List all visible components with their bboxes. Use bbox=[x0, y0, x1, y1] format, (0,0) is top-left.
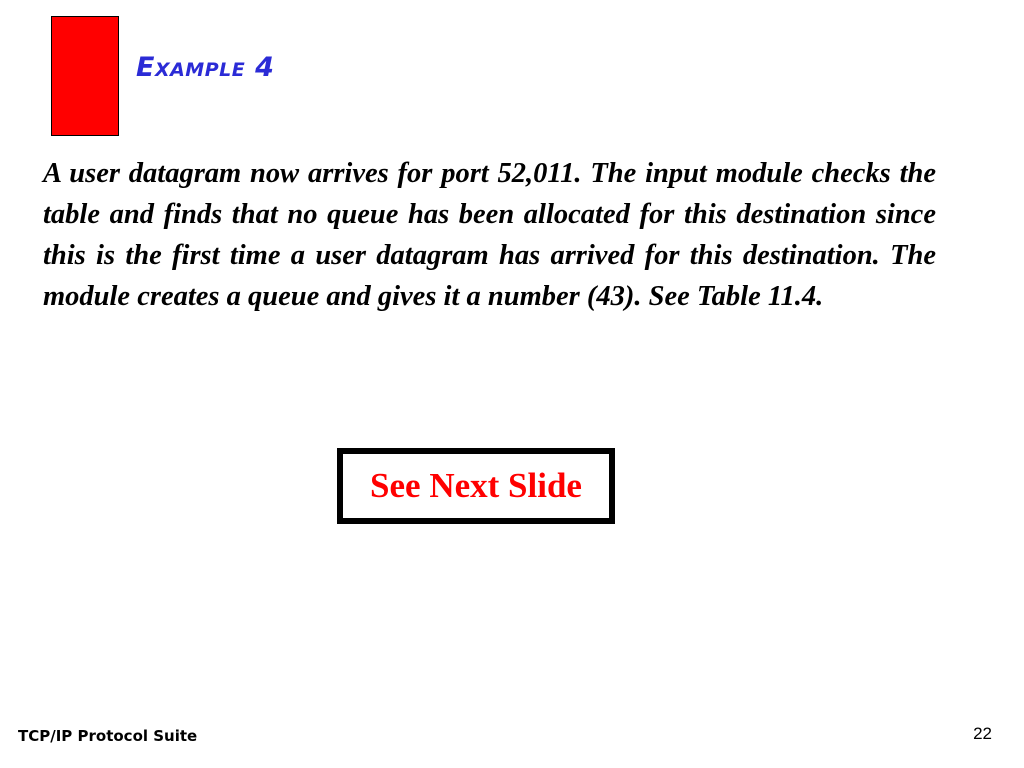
page-number: 22 bbox=[973, 724, 992, 743]
body-paragraph: A user datagram now arrives for port 52,011. The input module checks the table and finds that no queue has been allocated for this destination since this is the first time a user datagram has arrived for this destination. The module creates a queue and gives it a number (43). See Table 11.4. bbox=[43, 158, 936, 312]
see-next-slide-button[interactable] bbox=[337, 448, 615, 524]
accent-block bbox=[51, 16, 119, 136]
footer-title: TCP/IP Protocol Suite bbox=[18, 727, 198, 745]
see-next-slide-label: See Next Slide bbox=[370, 466, 582, 505]
slide-title: Example 4 bbox=[136, 52, 275, 83]
